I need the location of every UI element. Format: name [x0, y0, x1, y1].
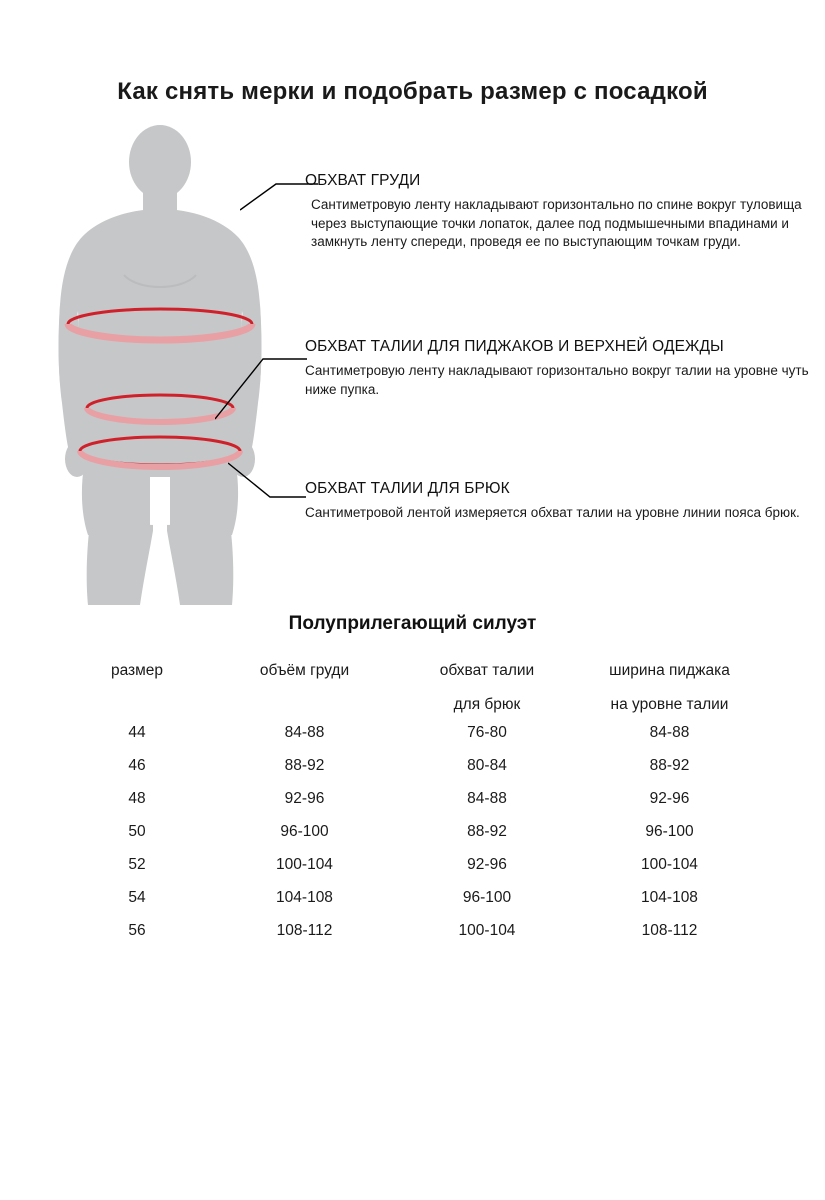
table-header-line1: объём груди	[259, 662, 350, 679]
table-cell-waist: 76-80	[467, 723, 507, 741]
size-table-title: Полуприлегающий силуэт	[288, 613, 537, 634]
table-cell-jacket-width: 104-108	[641, 888, 698, 906]
size-table	[62, 660, 762, 947]
table-header-cell	[62, 660, 212, 716]
body-figure	[20, 125, 310, 605]
annotation-waist-trousers-text: Сантиметровой лентой измеряется обхват талии на уровне линии пояса брюк.	[305, 505, 800, 520]
table-cell-size: 54	[128, 888, 146, 906]
table-cell-size: 44	[128, 723, 146, 741]
table-header-row	[62, 660, 762, 716]
table-cell-size: 56	[128, 921, 146, 939]
table-cell-chest: 104-108	[276, 888, 333, 906]
table-header-line2: на уровне талии	[610, 696, 729, 713]
table-cell-jacket-width: 92-96	[649, 789, 690, 807]
annotation-chest-text: Сантиметровую ленту накладывают горизонтально по спине вокруг туловища через выступающие точки лопаток, далее под подмышечными впадинами и замкнуть ленту спереди, проведя ее по выступающим точкам груди.	[311, 197, 802, 249]
table-row	[62, 716, 762, 749]
annotation-waist-trousers	[305, 480, 805, 523]
table-header-cell	[397, 660, 577, 716]
table-cell-size: 50	[128, 822, 146, 840]
table-cell-waist: 92-96	[467, 855, 507, 873]
table-cell-waist: 84-88	[467, 789, 507, 807]
table-cell-jacket-width: 108-112	[641, 921, 698, 939]
figure-silhouette	[59, 125, 262, 605]
table-header-line2: для брюк	[453, 696, 521, 713]
table-cell-size: 48	[128, 789, 146, 807]
table-cell-chest: 100-104	[276, 855, 333, 873]
table-cell-chest: 96-100	[280, 822, 329, 840]
table-cell-jacket-width: 96-100	[645, 822, 694, 840]
table-cell-chest: 108-112	[276, 921, 333, 939]
annotation-chest-heading: ОБХВАТ ГРУДИ	[305, 172, 421, 189]
table-cell-chest: 92-96	[284, 789, 325, 807]
table-header-cell	[212, 660, 397, 716]
table-row	[62, 749, 762, 782]
table-cell-waist: 80-84	[467, 756, 507, 774]
table-row	[62, 782, 762, 815]
annotation-waist-jacket-heading: ОБХВАТ ТАЛИИ ДЛЯ ПИДЖАКОВ И ВЕРХНЕЙ ОДЕЖДЫ	[305, 338, 724, 355]
table-cell-waist: 96-100	[462, 888, 512, 906]
annotation-waist-trousers-heading: ОБХВАТ ТАЛИИ ДЛЯ БРЮК	[305, 480, 510, 497]
annotation-waist-jacket-text: Сантиметровую ленту накладывают горизонтально вокруг талии на уровне чуть ниже пупка.	[305, 363, 809, 397]
table-row	[62, 881, 762, 914]
annotation-waist-jacket	[305, 338, 815, 399]
table-cell-waist: 100-104	[458, 921, 516, 939]
table-row	[62, 815, 762, 848]
table-cell-waist: 88-92	[467, 822, 507, 840]
table-cell-jacket-width: 84-88	[649, 723, 690, 741]
table-cell-jacket-width: 100-104	[641, 855, 698, 873]
table-cell-size: 46	[128, 756, 146, 774]
table-cell-size: 52	[128, 855, 146, 873]
table-cell-chest: 88-92	[284, 756, 325, 774]
table-row	[62, 848, 762, 881]
table-header-line1: обхват талии	[439, 662, 535, 679]
annotation-chest	[305, 172, 805, 252]
table-header-line1: ширина пиджака	[609, 662, 730, 679]
table-header-line1: размер	[110, 662, 164, 679]
page-title: Как снять мерки и подобрать размер с посадкой	[117, 78, 708, 105]
table-cell-jacket-width: 88-92	[649, 756, 690, 774]
table-cell-chest: 84-88	[284, 723, 325, 741]
table-header-cell	[577, 660, 762, 716]
table-row	[62, 914, 762, 947]
